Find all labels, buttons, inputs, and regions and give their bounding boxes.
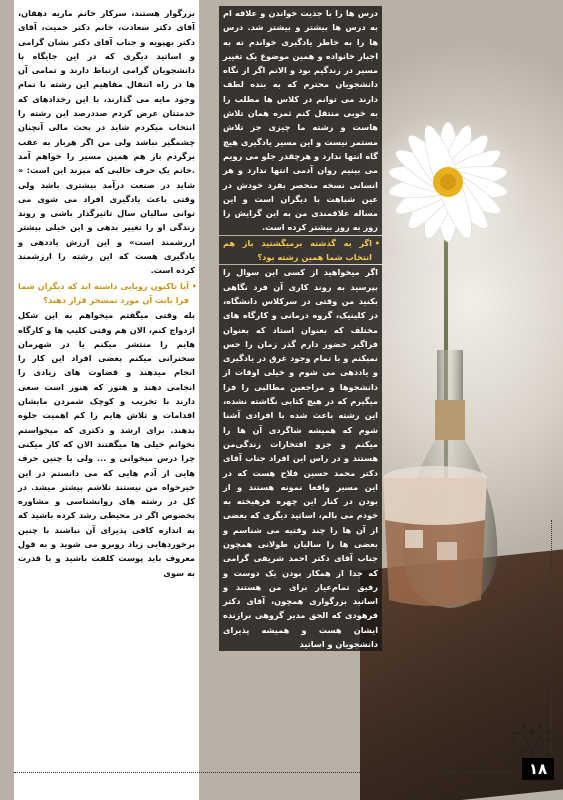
- page-number: ۱۸: [522, 758, 554, 780]
- paragraph: بزرگوار هستند، سرکار خانم ماریه دهقان، آقای دکتر سعادت، خانم دکتر حمیت، آقای دکتر بهپویه و جناب آقای دکتر نشان گرامی و اساتید دیگری که در این جایگاه با دانشجویان گرامی ارتباط دارند و تمامی آن ها در راه انتقال مفاهیم این رشته با تمام وجود مایه می گذارند، با این رخدادهای که خدمتتان عرض کردم صددرصد این رشته را انتخاب میکردم شاید در بحث مالی آنچنان چشمگیر نباشد ولی من اگر هربار به عقب برگردم باز هم همین مسیر را خواهم آمد .خانم یک حرف جالبی که میزند این است: « شاید در صنعت درآمد بیشتری باشد ولی وقتی باعث یادگیری افراد می شوی می توانی سالیان سال تاثیرگذار باشی و روند زندگی او را تغییر بدهی و این خیلی بیشتر ارزشمند است» و این ارزش یاددهی و یادگیری هست که این رشته را ارزشمند کرده است.: [18, 8, 195, 276]
- paragraph: بله وقتی میگفتم میخواهم به این شکل ازدواج کنم، الان هم وقتی کلیپ ها و کارگاه هایم را منتشر میکنم یا در شهرمان سخنرانی میکنم بعضی افراد این کار را انجام میدهند و قضاوت های زیادی را انجامی دهند و هنوز که هنوز است سعی دارند با تخریب و کوچک شمردن مایشان اقدامات و تلاش هایم را کم اهمیت جلوه بدهند. برای ارشد و دکتری که میخواستم بخوانم خیلی ها میگفتند الان که کار میکنی چرا درس میخوانی و ... ولی با چنین حرف هایی از آدم هایی که می دانستم در این خیرخواه من نیستند تلاشم بیشتر میشد. در کل در رشته های روانشناسی و مشاوره بخصوص اگر در محیطی رشد کرده باشید که به اندازه کافی پذیرای آن نباشند با چنین برخوردهایی زیاد روبرو می شوید و به قول معروف باید پوست کلفت باشید و با قدرت به سوی: [18, 310, 195, 578]
- question-heading: • اگر به گذشته برمیگشتید باز هم انتخاب شما همین رشته بود؟: [219, 236, 382, 265]
- paragraph: درس ها را با جدیت خواندن و علاقه ام به درس ها بیشتر و بیشتر شد. درس ها را به خاطر یادگیری خواندم نه به اجبار خانواده و همین موضوع یک تغییر مسیر در زندگیم بود و الانم اگر از نگاه دانشجویان محترم که به بنده لطف دارند می توانم در کلاس ها مطلب را به خوبی منتقل کنم ثمره همان تلاش هاست و رشته ما چیزی جز تلاش مستمر نیست و این مسیر یادگیری هیچ گاه انتها ندارد و هرچقدر جلو می رویم می بینیم روان آدمی انتها ندارد و هر انسانی نسخه منحصر بفرد خودش در عین شباهت با دیگران است و این مساله علاقمندی من به این گرایش را روز به روز بیشتر کرده است.: [219, 6, 382, 235]
- daisy-flower: [368, 102, 528, 262]
- paragraph: اگر میخواهید از کسی این سوال را بپرسید به روند کاری آن فرد نگاهی بکنید من وقتی در سرکلاس دانشگاه، در کلینیک، گروه درمانی و کارگاه های مختلف که بعنوان استاد که بعنوان فراگیر حضور دارم گذر زمان را حس نمیکنم و با تمام وجود غرق در یادگیری و یاددهی می شوم و خیلی اوقات از دانشجوها و مراجعین مطالبی را فرا میگیرم که در هیچ کتابی نگاشته نشده، این رشته باعث شده با افرادی آشنا شوم که همیشه شاگردی آن ها را میکنم و جزو افتخارات زندگی‌من هستند و در راس این افراد جناب آقای دکتر محمد حسین فلاح هست که در این مسیر واقعا نمونه هستند و از بودن در کنار این چهره فرهیخته به خودم می بالم، اساتید دیگری که بعضی از آن ها را چند وقتیه می شناسم و بعضی ها را سالیان طولانی همچون جناب آقای دکتر احمد شریفی گرامی که جدا از همکار بودن یک دوست و رفیق تمام‌عیار برای من هستند و اساتید بزرگواری همچون، آقای دکتر فرهودی که الحق مدیر گروهی برازنده ایشان هست و همیشه پذیرای دانشجویان و اساتید: [219, 265, 382, 651]
- iced-coffee-glass: [375, 460, 495, 610]
- left-text-column: [14, 6, 199, 581]
- floral-ornament-icon: [506, 722, 558, 762]
- right-text-column: [219, 6, 382, 652]
- question-heading: • آیا تاکنون رویایی داشته اید که دیگران شما فرا بابت آن مورد تمسخر قرار دهند؟: [14, 279, 199, 308]
- footer-dotted-rule: [14, 772, 514, 773]
